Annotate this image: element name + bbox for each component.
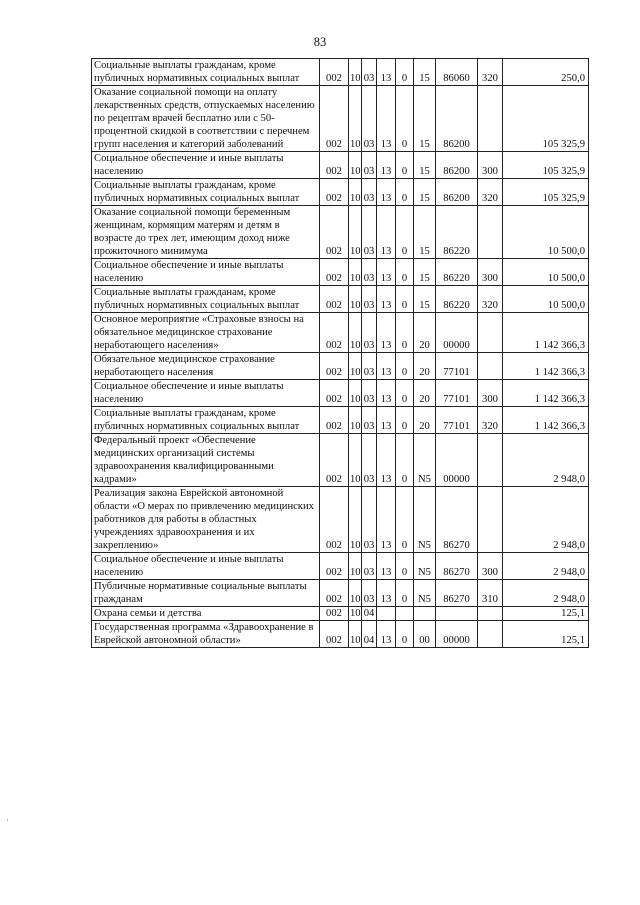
direction-code-cell: 00000 (436, 434, 478, 487)
ministry-code-cell: 002 (320, 607, 349, 621)
subsection-code-cell: 03 (362, 179, 377, 206)
program-code-cell (377, 607, 396, 621)
amount-cell: 2 948,0 (503, 434, 589, 487)
subsection-code-cell: 03 (362, 380, 377, 407)
row-name-cell: Социальное обеспечение и иные выплаты населению (92, 380, 320, 407)
subprogram-code-cell: 0 (396, 206, 414, 259)
subsection-code-cell: 03 (362, 487, 377, 553)
amount-cell: 250,0 (503, 59, 589, 86)
activity-code-cell: 15 (414, 206, 436, 259)
activity-code-cell: N5 (414, 434, 436, 487)
activity-code-cell: 15 (414, 86, 436, 152)
amount-cell: 10 500,0 (503, 206, 589, 259)
ministry-code-cell: 002 (320, 59, 349, 86)
section-code-cell: 10 (349, 86, 362, 152)
amount-cell: 2 948,0 (503, 487, 589, 553)
amount-cell: 125,1 (503, 607, 589, 621)
amount-cell: 10 500,0 (503, 286, 589, 313)
activity-code-cell: 15 (414, 179, 436, 206)
table-row (92, 353, 589, 380)
subprogram-code-cell: 0 (396, 86, 414, 152)
direction-code-cell: 86220 (436, 206, 478, 259)
direction-code-cell: 86200 (436, 86, 478, 152)
row-name-cell: Государственная программа «Здравоохранение в Еврейской автономной области» (92, 621, 320, 648)
subprogram-code-cell (396, 607, 414, 621)
program-code-cell: 13 (377, 179, 396, 206)
subsection-code-cell: 03 (362, 353, 377, 380)
row-name-cell: Охрана семьи и детства (92, 607, 320, 621)
amount-cell: 2 948,0 (503, 580, 589, 607)
table-row (92, 206, 589, 259)
subsection-code-cell: 03 (362, 580, 377, 607)
ministry-code-cell: 002 (320, 621, 349, 648)
ministry-code-cell: 002 (320, 206, 349, 259)
direction-code-cell: 86200 (436, 179, 478, 206)
expense-type-cell: 300 (478, 553, 503, 580)
row-name-cell: Социальные выплаты гражданам, кроме публичных нормативных социальных выплат (92, 286, 320, 313)
section-code-cell: 10 (349, 553, 362, 580)
section-code-cell: 10 (349, 152, 362, 179)
expense-type-cell (478, 353, 503, 380)
amount-cell: 105 325,9 (503, 152, 589, 179)
program-code-cell: 13 (377, 313, 396, 353)
subprogram-code-cell: 0 (396, 313, 414, 353)
subsection-code-cell: 03 (362, 86, 377, 152)
section-code-cell: 10 (350, 608, 361, 619)
activity-code-cell: 15 (414, 152, 436, 179)
table-row (92, 553, 589, 580)
activity-code-cell: 20 (414, 407, 436, 434)
ministry-code-cell: 002 (320, 380, 349, 407)
expense-type-cell: 320 (478, 407, 503, 434)
expense-type-cell (478, 621, 503, 648)
row-name-cell: Обязательное медицинское страхование неработающего населения (92, 353, 320, 380)
direction-code-cell: 00000 (436, 621, 478, 648)
table-row (92, 407, 589, 434)
row-name-cell: Оказание социальной помощи на оплату лекарственных средств, отпускаемых населению по рецептам врачей бесплатно или с 50-процентной скидкой в соответствии с перечнем групп населения и категорий заболеваний (92, 86, 320, 152)
amount-cell: 125,1 (503, 621, 589, 648)
subprogram-code-cell: 0 (396, 380, 414, 407)
expense-type-cell: 300 (478, 152, 503, 179)
program-code-cell: 13 (377, 259, 396, 286)
program-code-cell: 13 (377, 580, 396, 607)
activity-code-cell: 15 (414, 59, 436, 86)
table-row (92, 380, 589, 407)
expense-type-cell (478, 313, 503, 353)
ministry-code-cell: 002 (320, 487, 349, 553)
row-name-cell: Федеральный проект «Обеспечение медицинских организаций системы здравоохранения квалифицированными кадрами» (92, 434, 320, 487)
activity-code-cell: 15 (414, 259, 436, 286)
direction-code-cell: 77101 (436, 380, 478, 407)
row-name-cell: Оказание социальной помощи беременным женщинам, кормящим матерям и детям в возрасте до трех лет, имеющим доход ниже прожиточного минимума (92, 206, 320, 259)
subprogram-code-cell: 0 (396, 434, 414, 487)
row-name-cell: Социальные выплаты гражданам, кроме публичных нормативных социальных выплат (92, 407, 320, 434)
direction-code-cell: 86220 (436, 259, 478, 286)
subprogram-code-cell: 0 (396, 259, 414, 286)
row-name-cell: Основное мероприятие «Страховые взносы на обязательное медицинское страхование неработающего населения» (92, 313, 320, 353)
activity-code-cell: 20 (414, 353, 436, 380)
table-row (92, 487, 589, 553)
program-code-cell: 13 (377, 152, 396, 179)
activity-code-cell: 15 (414, 286, 436, 313)
program-code-cell: 13 (377, 621, 396, 648)
program-code-cell: 13 (377, 487, 396, 553)
program-code-cell: 13 (377, 434, 396, 487)
table-row (92, 86, 589, 152)
subsection-code-cell: 03 (362, 59, 377, 86)
subsection-code-cell: 04 (362, 607, 377, 621)
row-name-cell: Социальное обеспечение и иные выплаты населению (92, 553, 320, 580)
row-name-cell: Реализация закона Еврейской автономной области «О мерах по привлечению медицинских работников для работы в областных учреждениях здравоохранения и их закреплению» (92, 487, 320, 553)
direction-code-cell: 77101 (436, 353, 478, 380)
ministry-code-cell: 002 (320, 553, 349, 580)
expense-type-cell: 310 (478, 580, 503, 607)
subprogram-code-cell: 0 (396, 179, 414, 206)
row-name-cell: Социальное обеспечение и иные выплаты населению (92, 152, 320, 179)
subprogram-code-cell: 0 (396, 353, 414, 380)
direction-code-cell: 86200 (436, 152, 478, 179)
table-row (92, 313, 589, 353)
subsection-code-cell: 03 (362, 407, 377, 434)
ministry-code-cell: 002 (320, 313, 349, 353)
table-row (92, 59, 589, 86)
page-number: 83 (313, 35, 327, 49)
program-code-cell: 13 (377, 86, 396, 152)
section-code-cell: 10 (349, 179, 362, 206)
direction-code-cell: 86270 (436, 580, 478, 607)
amount-cell: 1 142 366,3 (503, 353, 589, 380)
activity-code-cell: 00 (414, 621, 436, 648)
direction-code-cell: 86270 (436, 487, 478, 553)
ministry-code-cell: 002 (320, 434, 349, 487)
section-code-cell: 10 (349, 380, 362, 407)
subsection-code-cell: 03 (362, 313, 377, 353)
expense-type-cell: 300 (478, 259, 503, 286)
expense-type-cell (478, 487, 503, 553)
amount-cell: 2 948,0 (503, 553, 589, 580)
expense-type-cell (478, 86, 503, 152)
program-code-cell: 13 (377, 286, 396, 313)
section-code-cell: 10 (349, 621, 362, 648)
ministry-code-cell: 002 (320, 353, 349, 380)
amount-cell: 105 325,9 (503, 179, 589, 206)
program-code-cell: 13 (377, 59, 396, 86)
section-code-cell: 10 (349, 313, 362, 353)
section-code-cell: 10 (349, 487, 362, 553)
expense-type-cell: 320 (478, 179, 503, 206)
activity-code-cell: 20 (414, 380, 436, 407)
row-name-cell: Социальное обеспечение и иные выплаты населению (92, 259, 320, 286)
amount-cell: 10 500,0 (503, 259, 589, 286)
subprogram-code-cell: 0 (396, 553, 414, 580)
expense-type-cell: 320 (478, 286, 503, 313)
section-code-cell: 10 (349, 407, 362, 434)
amount-cell: 1 142 366,3 (503, 380, 589, 407)
expense-type-cell (478, 434, 503, 487)
direction-code-cell: 77101 (436, 407, 478, 434)
subsection-code-cell: 03 (362, 206, 377, 259)
program-code-cell: 13 (377, 380, 396, 407)
activity-code-cell: 20 (414, 313, 436, 353)
section-code-cell: 10 (349, 206, 362, 259)
program-code-cell: 13 (377, 206, 396, 259)
activity-code-cell: N5 (414, 553, 436, 580)
direction-code-cell: 00000 (436, 313, 478, 353)
subprogram-code-cell: 0 (396, 621, 414, 648)
amount-cell: 1 142 366,3 (503, 313, 589, 353)
subsection-code-cell: 03 (362, 152, 377, 179)
table-row (92, 607, 589, 621)
table-row (92, 259, 589, 286)
subprogram-code-cell: 0 (396, 487, 414, 553)
section-code-cell: 10 (349, 353, 362, 380)
ministry-code-cell: 002 (320, 286, 349, 313)
subprogram-code-cell: 0 (396, 407, 414, 434)
program-code-cell: 13 (377, 353, 396, 380)
row-name-cell: Социальные выплаты гражданам, кроме публичных нормативных социальных выплат (92, 59, 320, 86)
program-code-cell: 13 (377, 553, 396, 580)
subprogram-code-cell: 0 (396, 152, 414, 179)
expense-type-cell: 300 (478, 380, 503, 407)
ministry-code-cell: 002 (320, 259, 349, 286)
section-code-cell: 10 (349, 59, 362, 86)
ministry-code-cell: 002 (320, 179, 349, 206)
subprogram-code-cell: 0 (396, 580, 414, 607)
activity-code-cell: N5 (414, 487, 436, 553)
direction-code-cell: 86060 (436, 59, 478, 86)
table-row (92, 286, 589, 313)
ministry-code-cell: 002 (320, 86, 349, 152)
subsection-code-cell: 04 (362, 621, 377, 648)
subsection-code-cell: 03 (362, 259, 377, 286)
section-code-cell: 10 (349, 434, 362, 487)
section-code-cell: 10 (349, 286, 362, 313)
activity-code-cell: N5 (414, 580, 436, 607)
subprogram-code-cell: 0 (396, 286, 414, 313)
margin-mark: · (6, 815, 9, 825)
ministry-code-cell: 002 (320, 152, 349, 179)
expense-type-cell (478, 206, 503, 259)
expense-type-cell: 320 (478, 59, 503, 86)
activity-code-cell (414, 607, 436, 621)
expense-type-cell (478, 607, 503, 621)
table-row (92, 179, 589, 206)
row-name-cell: Социальные выплаты гражданам, кроме публичных нормативных социальных выплат (92, 179, 320, 206)
table-row (92, 434, 589, 487)
ministry-code-cell: 002 (320, 407, 349, 434)
subsection-code-cell: 03 (362, 553, 377, 580)
subprogram-code-cell: 0 (396, 59, 414, 86)
table-row (92, 580, 589, 607)
program-code-cell: 13 (377, 407, 396, 434)
amount-cell: 105 325,9 (503, 86, 589, 152)
section-code-cell: 10 (349, 580, 362, 607)
table-row (92, 152, 589, 179)
subsection-code-cell: 03 (362, 286, 377, 313)
ministry-code-cell: 002 (320, 580, 349, 607)
budget-table (91, 58, 589, 648)
section-code-cell: 10 (349, 259, 362, 286)
direction-code-cell: 86270 (436, 553, 478, 580)
direction-code-cell (436, 607, 478, 621)
row-name-cell: Публичные нормативные социальные выплаты гражданам (92, 580, 320, 607)
amount-cell: 1 142 366,3 (503, 407, 589, 434)
direction-code-cell: 86220 (436, 286, 478, 313)
subsection-code-cell: 03 (362, 434, 377, 487)
table-row (92, 621, 589, 648)
